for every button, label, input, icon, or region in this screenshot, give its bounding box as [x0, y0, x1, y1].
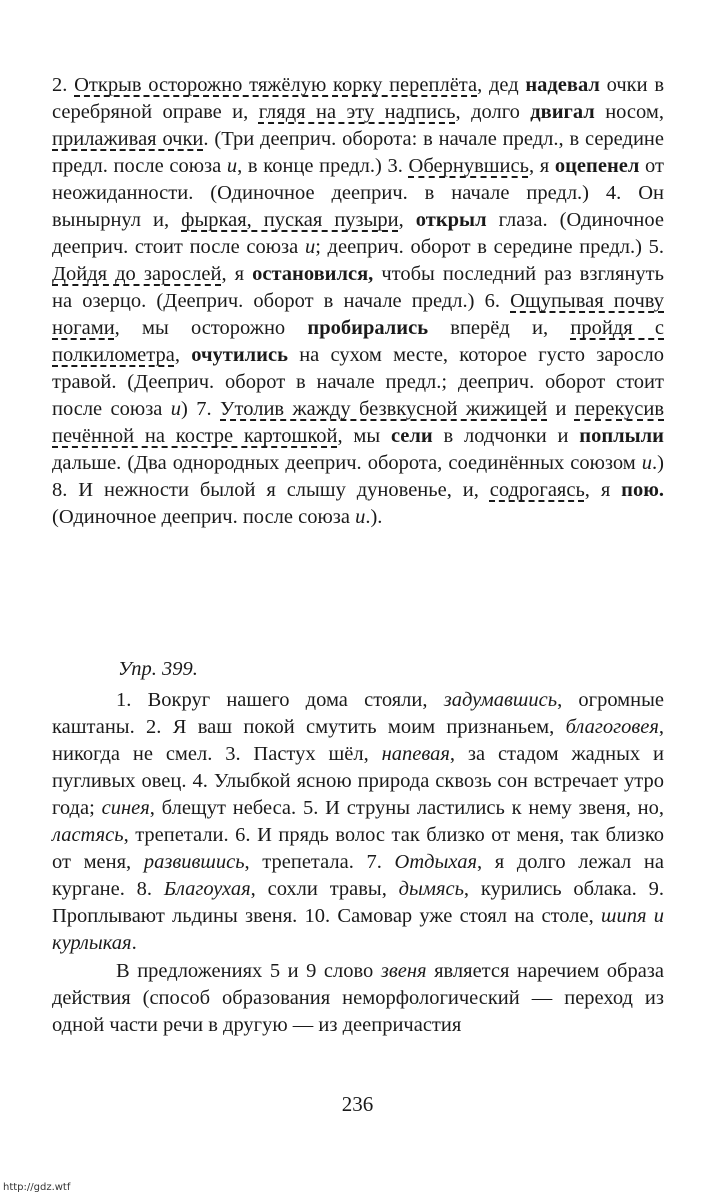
text-run: , трепетали. 6. И прядь волос так близко от меня, так близко от меня, [52, 824, 664, 873]
predicate-word: сели [390, 425, 433, 447]
text-run: на сухом месте, которое густо заросло травой. (Дееприч. оборот в начале предл.; дееприч. оборот стоит после союза [52, 344, 665, 420]
predicate-word: пробирались [307, 317, 429, 339]
exercise-399-sentences [52, 687, 664, 957]
exercise-398-answer [52, 72, 664, 531]
exercise-399-title: Упр. 399. [118, 658, 198, 680]
text-run: носом, [594, 101, 664, 123]
italic-word: и [304, 236, 316, 258]
text-run: В предложениях 5 и 9 слово [116, 960, 381, 982]
text-run: чтобы последний раз взглянуть на озерцо. (Дееприч. оборот в начале предл.) 6. [52, 263, 664, 312]
adverbial-phrase: Открыв осторожно тяжёлую корку переплёта [74, 74, 478, 96]
predicate-word: поплыли [579, 425, 664, 447]
text-run: (Одиночное дееприч. после союза [52, 506, 356, 528]
italic-word: дымясь [398, 878, 464, 900]
predicate-word: двигал [530, 101, 595, 123]
text-run: , я [528, 155, 555, 177]
italic-word: Отдыхая [394, 851, 478, 873]
page-number: 236 [341, 1092, 374, 1116]
text-run: и [547, 398, 575, 420]
text-run: .). [365, 506, 383, 528]
text-run: , за стадом жадных и пугливых овец. 4. Улыбкой ясною природа сквозь сон встречает утро года; [52, 743, 664, 819]
adverbial-phrase: Утолив жажду безвкусной жижицей [220, 398, 548, 420]
text-run: , я долго лежал на кургане. 8. [52, 851, 664, 900]
text-run: , долго [455, 101, 531, 123]
adverbial-phrase: перекусив печённой на костре картошкой [52, 398, 665, 447]
italic-word: и [226, 155, 238, 177]
text-run: , я [221, 263, 253, 285]
text-run: , мы [337, 425, 391, 447]
text-run: . (Три дееприч. оборота: в начале предл., в середине предл. после союза [52, 128, 664, 177]
text-run: глаза. (Одиночное дееприч. стоит после союза [52, 209, 664, 258]
text-run: , никогда не смел. 3. Пастух шёл, [52, 716, 664, 765]
text-run: 2. [52, 74, 75, 96]
text-run: 1. Вокруг нашего дома стояли, [116, 689, 444, 711]
italic-word: напевая [381, 743, 450, 765]
adverbial-phrase: глядя на эту надпись [258, 101, 456, 123]
predicate-word: пою. [621, 479, 664, 501]
predicate-word: оцепенел [554, 155, 640, 177]
text-run: является наречием образа действия (способ образования неморфологический — переход из одной части речи в другую — из деепричастия [52, 960, 664, 1036]
text-run: очки в серебряной оправе и, [52, 74, 664, 123]
source-watermark[interactable]: http://gdz.wtf [3, 1182, 71, 1193]
italic-word: синея [101, 797, 150, 819]
text-run: , я [584, 479, 622, 501]
italic-word: и [641, 452, 653, 474]
text-run: , трепетала. 7. [244, 851, 395, 873]
italic-word: и [170, 398, 182, 420]
italic-word: Благоухая [163, 878, 251, 900]
text-run: . [131, 932, 137, 954]
adverbial-phrase: содрогаясь [489, 479, 585, 501]
text-run: ) 7. [181, 398, 221, 420]
text-run: , огромные каштаны. 2. Я ваш покой смутить моим признаньем, [52, 689, 664, 738]
text-run: , в конце предл.) 3. [237, 155, 409, 177]
text-run: , дед [477, 74, 526, 96]
italic-word: задумавшись [443, 689, 558, 711]
italic-word: звеня [380, 960, 427, 982]
exercise-399-note [52, 958, 664, 1039]
predicate-word: остановился, [252, 263, 374, 285]
text-run: в лодчонки и [432, 425, 580, 447]
adverbial-phrase: Дойдя до зарослей [52, 263, 222, 285]
text-run: , [398, 209, 416, 231]
predicate-word: открыл [415, 209, 487, 231]
text-run: .) 8. И нежности былой я слышу дуновенье, и, [52, 452, 664, 501]
italic-word: ластясь [52, 824, 124, 846]
text-run: , [174, 344, 192, 366]
text-run: , блещут небеса. 5. И струны ластились к нему звеня, но, [149, 797, 664, 819]
text-run: от неожиданности. (Одиночное дееприч. в начале предл.) 4. Он вынырнул и, [52, 155, 664, 231]
text-run: , мы осторожно [114, 317, 308, 339]
italic-word: развившись [143, 851, 245, 873]
adverbial-phrase: фыркая, пуская пузыри [181, 209, 399, 231]
text-run: , сохли травы, [250, 878, 399, 900]
italic-word: и [355, 506, 366, 528]
italic-word: шипя и курлыкая [52, 905, 664, 954]
text-run: ; дееприч. оборот в середине предл.) 5. [315, 236, 664, 258]
adverbial-phrase: Обернувшись [408, 155, 529, 177]
text-run: дальше. (Два однородных дееприч. оборота, соединённых союзом [52, 452, 642, 474]
text-run: , курились облака. 9. Проплывают льдины звеня. 10. Самовар уже стоял на столе, [52, 878, 664, 927]
italic-word: благоговея [565, 716, 659, 738]
predicate-word: очутились [191, 344, 288, 366]
adverbial-phrase: Ощупывая почву ногами [52, 290, 664, 339]
text-run: вперёд и, [428, 317, 571, 339]
predicate-word: надевал [525, 74, 600, 96]
adverbial-phrase: прилаживая очки [52, 128, 204, 150]
adverbial-phrase: пройдя с полкилометра [52, 317, 664, 366]
